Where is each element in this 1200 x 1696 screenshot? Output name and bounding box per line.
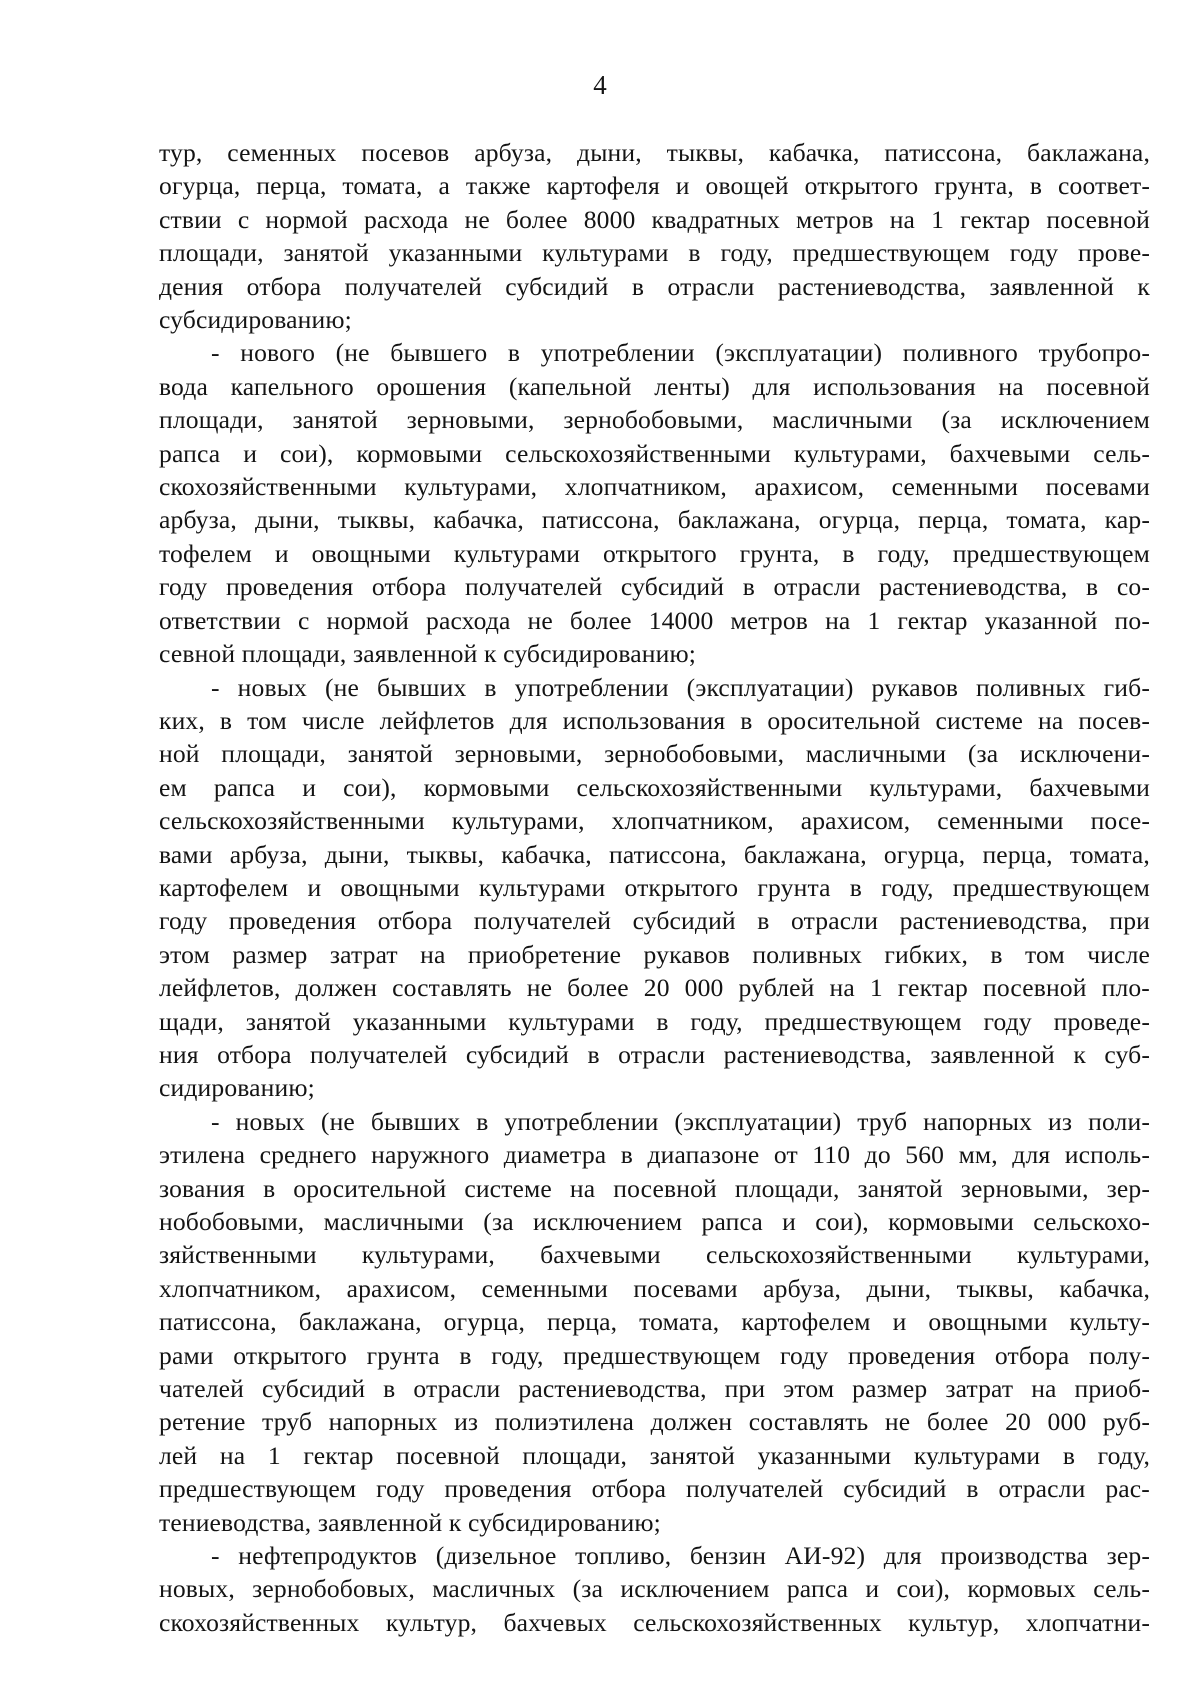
text-line: ной площади, занятой зерновыми, зернобобовыми, масличными (за исключени- [159, 739, 1150, 769]
text-line: предшествующем году проведения отбора получателей субсидий в отрасли рас- [159, 1474, 1150, 1504]
text-line: ответствии с нормой расхода не более 14000 метров на 1 гектар указанной по- [159, 605, 1150, 635]
paragraph [159, 671, 1150, 1105]
text-line: зования в оросительной системе на посевной площади, занятой зерновыми, зер- [159, 1173, 1150, 1203]
text-line: чателей субсидий в отрасли растениеводства, при этом размер затрат на приоб- [159, 1374, 1150, 1404]
text-line: тур, семенных посевов арбуза, дыни, тыквы, кабачка, патиссона, баклажана, [159, 138, 1150, 167]
paragraph [159, 336, 1150, 670]
text-line: хлопчатником, арахисом, семенными посевами арбуза, дыни, тыквы, кабачка, [159, 1273, 1150, 1303]
text-line: - нового (не бывшего в употреблении (эксплуатации) поливного трубопро- [211, 338, 1150, 368]
text-line: тениеводства, заявленной к субсидированию; [159, 1507, 661, 1537]
document-body [159, 136, 1150, 1639]
text-line: вами арбуза, дыни, тыквы, кабачка, патиссона, баклажана, огурца, перца, томата, [159, 839, 1150, 869]
text-line: этом размер затрат на приобретение рукавов поливных гибких, в том числе [159, 939, 1150, 969]
text-line: скохозяйственных культур, бахчевых сельскохозяйственных культур, хлопчатни- [159, 1607, 1150, 1637]
text-line: субсидированию; [159, 305, 352, 335]
text-line: арбуза, дыни, тыквы, кабачка, патиссона, баклажана, огурца, перца, томата, кар- [159, 505, 1150, 535]
text-line: ния отбора получателей субсидий в отрасли растениеводства, заявленной к суб- [159, 1039, 1150, 1069]
text-line: площади, занятой указанными культурами в году, предшествующем году прове- [159, 238, 1150, 268]
text-line: ствии с нормой расхода не более 8000 квадратных метров на 1 гектар посевной [159, 204, 1150, 234]
page-number: 4 [593, 70, 607, 100]
text-line: лей на 1 гектар посевной площади, занятой указанными культурами в году, [159, 1440, 1150, 1470]
text-line: году проведения отбора получателей субсидий в отрасли растениеводства, в со- [159, 572, 1150, 602]
text-line: скохозяйственными культурами, хлопчатником, арахисом, семенными посевами [159, 472, 1150, 502]
text-line: лейфлетов, должен составлять не более 20 000 рублей на 1 гектар посевной пло- [159, 973, 1150, 1003]
text-line: ретение труб напорных из полиэтилена должен составлять не более 20 000 руб- [159, 1407, 1150, 1437]
paragraph [159, 136, 1150, 336]
text-line: рапса и сои), кормовыми сельскохозяйственными культурами, бахчевыми сель- [159, 438, 1150, 468]
text-line: - нефтепродуктов (дизельное топливо, бензин АИ-92) для производства зер- [211, 1541, 1150, 1571]
text-line: - новых (не бывших в употреблении (эксплуатации) рукавов поливных гиб- [211, 672, 1150, 702]
text-line: рами открытого грунта в году, предшествующем году проведения отбора полу- [159, 1340, 1150, 1370]
text-line: году проведения отбора получателей субсидий в отрасли растениеводства, при [159, 906, 1150, 936]
text-line: огурца, перца, томата, а также картофеля и овощей открытого грунта, в соответ- [159, 171, 1150, 201]
text-line: - новых (не бывших в употреблении (эксплуатации) труб напорных из поли- [211, 1106, 1150, 1136]
text-line: дения отбора получателей субсидий в отрасли растениеводства, заявленной к [159, 271, 1150, 301]
text-line: севной площади, заявленной к субсидированию; [159, 639, 696, 669]
text-line: щади, занятой указанными культурами в году, предшествующем году проведе- [159, 1006, 1150, 1036]
text-line: картофелем и овощными культурами открытого грунта в году, предшествующем [159, 872, 1150, 902]
text-line: этилена среднего наружного диаметра в диапазоне от 110 до 560 мм, для исполь- [159, 1140, 1150, 1170]
text-line: сидированию; [159, 1073, 315, 1103]
text-line: площади, занятой зерновыми, зернобобовыми, масличными (за исключением [159, 405, 1150, 435]
text-line: ких, в том числе лейфлетов для использования в оросительной системе на посев- [159, 705, 1150, 735]
paragraph [159, 1105, 1150, 1539]
text-line: вода капельного орошения (капельной ленты) для использования на посевной [159, 371, 1150, 401]
text-line: зяйственными культурами, бахчевыми сельскохозяйственными культурами, [159, 1240, 1150, 1270]
text-line: ем рапса и сои), кормовыми сельскохозяйственными культурами, бахчевыми [159, 772, 1150, 802]
text-line: тофелем и овощными культурами открытого грунта, в году, предшествующем [159, 538, 1150, 568]
text-line: сельскохозяйственными культурами, хлопчатником, арахисом, семенными посе- [159, 806, 1150, 836]
paragraph [159, 1539, 1150, 1639]
text-line: нобобовыми, масличными (за исключением рапса и сои), кормовыми сельскохо- [159, 1207, 1150, 1236]
text-line: патиссона, баклажана, огурца, перца, томата, картофелем и овощными культу- [159, 1307, 1150, 1337]
text-line: новых, зернобобовых, масличных (за исключением рапса и сои), кормовых сель- [159, 1574, 1150, 1604]
